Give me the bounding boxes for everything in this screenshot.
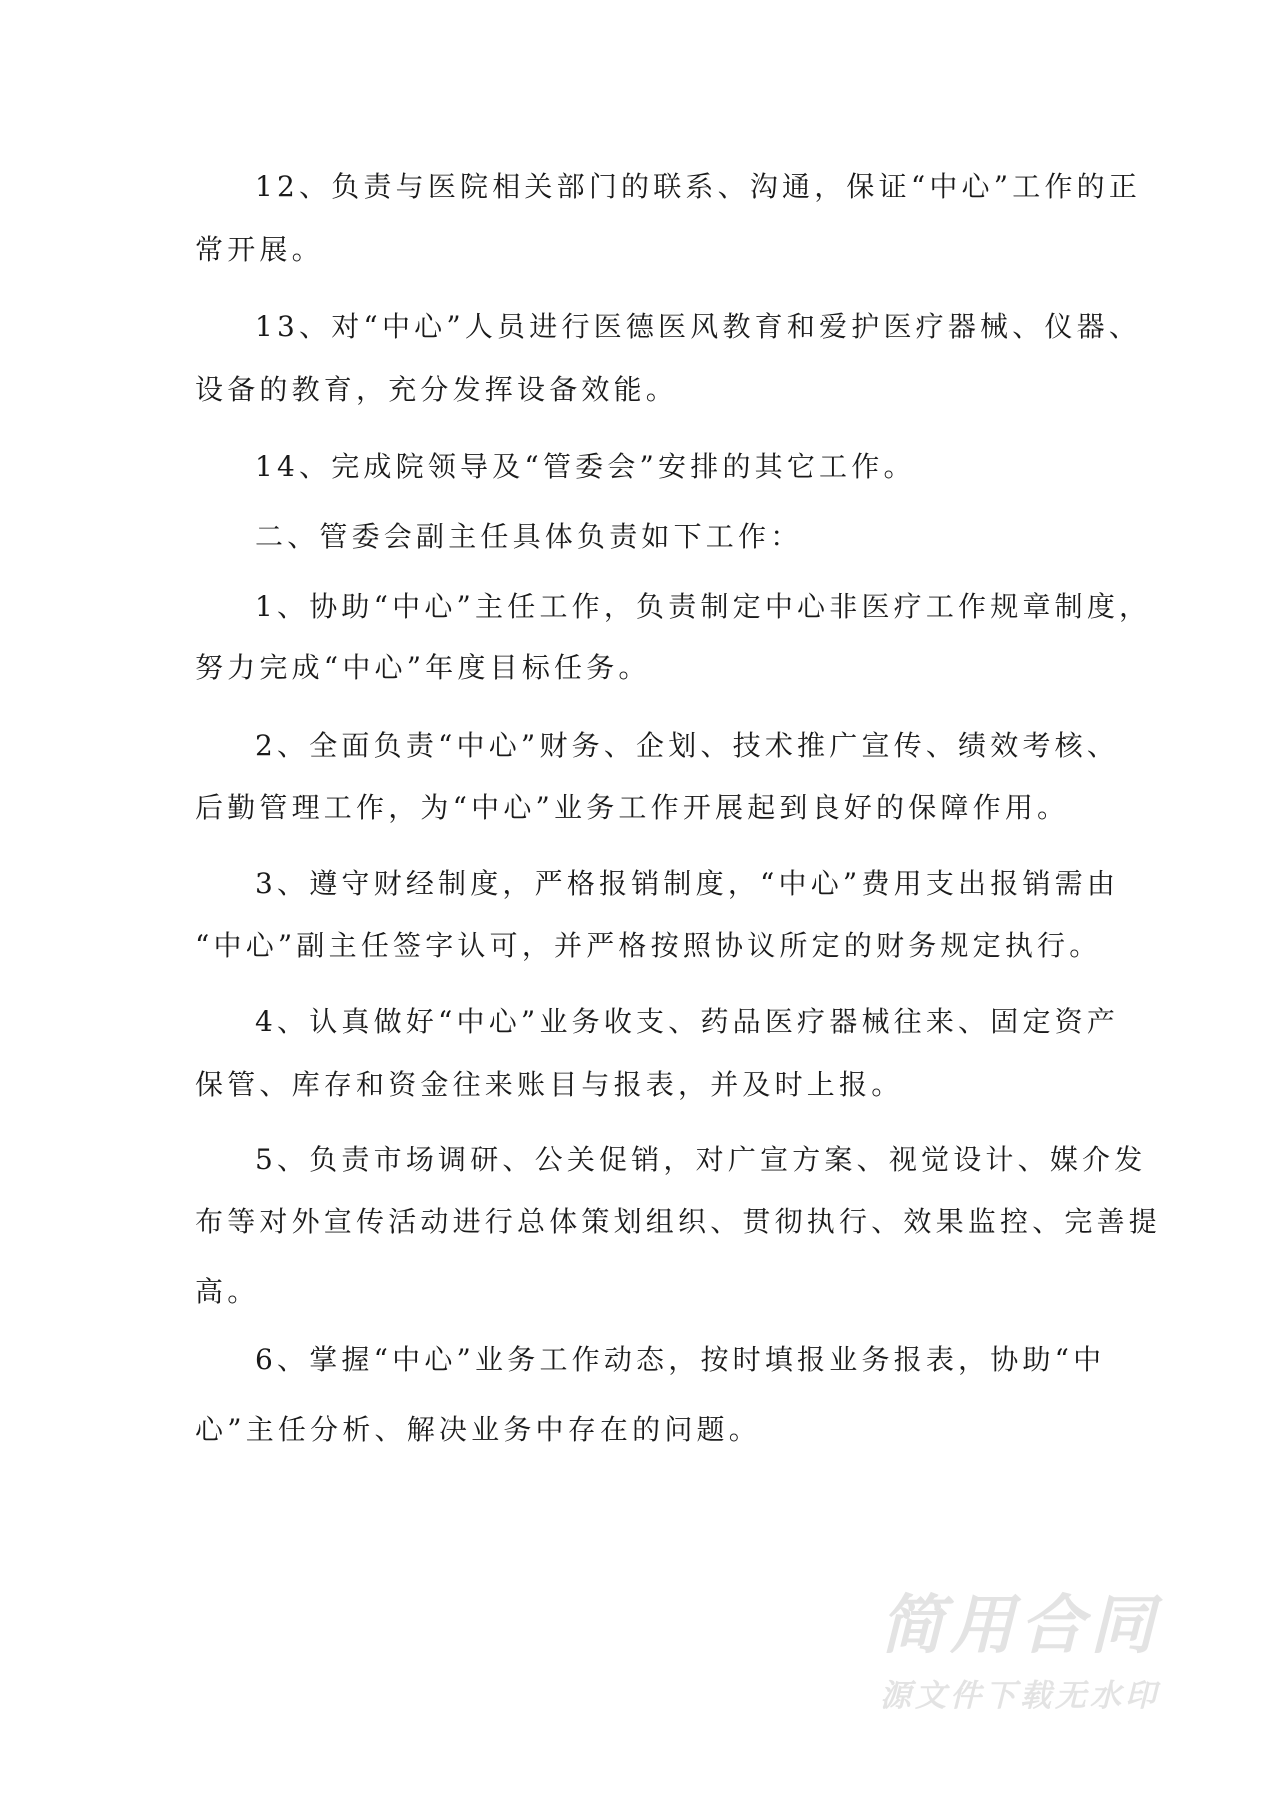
watermark-subtitle: 源文件下载无水印 [880, 1678, 1160, 1714]
text-line: 1、协助“中心”主任工作，负责制定中心非医疗工作规章制度， [255, 590, 1152, 623]
text-line: 后勤管理工作，为“中心”业务工作开展起到良好的保障作用。 [195, 791, 1070, 824]
text-line: “中心”副主任签字认可，并严格按照协议所定的财务规定执行。 [195, 929, 1102, 962]
text-line: 14、完成院领导及“管委会”安排的其它工作。 [255, 450, 916, 483]
text-line: 努力完成“中心”年度目标任务。 [195, 651, 651, 684]
text-line: 6、掌握“中心”业务工作动态，按时填报业务报表，协助“中 [255, 1343, 1106, 1376]
text-line: 3、遵守财经制度，严格报销制度，“中心”费用支出报销需由 [255, 867, 1120, 900]
text-line: 2、全面负责“中心”财务、企划、技术推广宣传、绩效考核、 [255, 729, 1120, 762]
text-line: 保管、库存和资金往来账目与报表，并及时上报。 [195, 1068, 904, 1101]
text-line: 13、对“中心”人员进行医德医风教育和爱护医疗器械、仪器、 [255, 310, 1142, 343]
text-line: 12、负责与医院相关部门的联系、沟通，保证“中心”工作的正 [255, 170, 1142, 203]
text-line: 设备的教育，充分发挥设备效能。 [195, 373, 679, 406]
text-line: 4、认真做好“中心”业务收支、药品医疗器械往来、固定资产 [255, 1005, 1120, 1038]
text-line: 5、负责市场调研、公关促销，对广宣方案、视觉设计、媒介发 [255, 1143, 1147, 1176]
text-line: 常开展。 [195, 233, 324, 266]
text-line: 高。 [195, 1275, 260, 1308]
text-line: 心”主任分析、解决业务中存在的问题。 [195, 1413, 761, 1446]
text-line: 二、管委会副主任具体负责如下工作： [255, 520, 803, 553]
text-line: 布等对外宣传活动进行总体策划组织、贯彻执行、效果监控、完善提 [195, 1205, 1162, 1238]
watermark [880, 1590, 1220, 1716]
watermark-title: 简用合同 [880, 1589, 1160, 1663]
